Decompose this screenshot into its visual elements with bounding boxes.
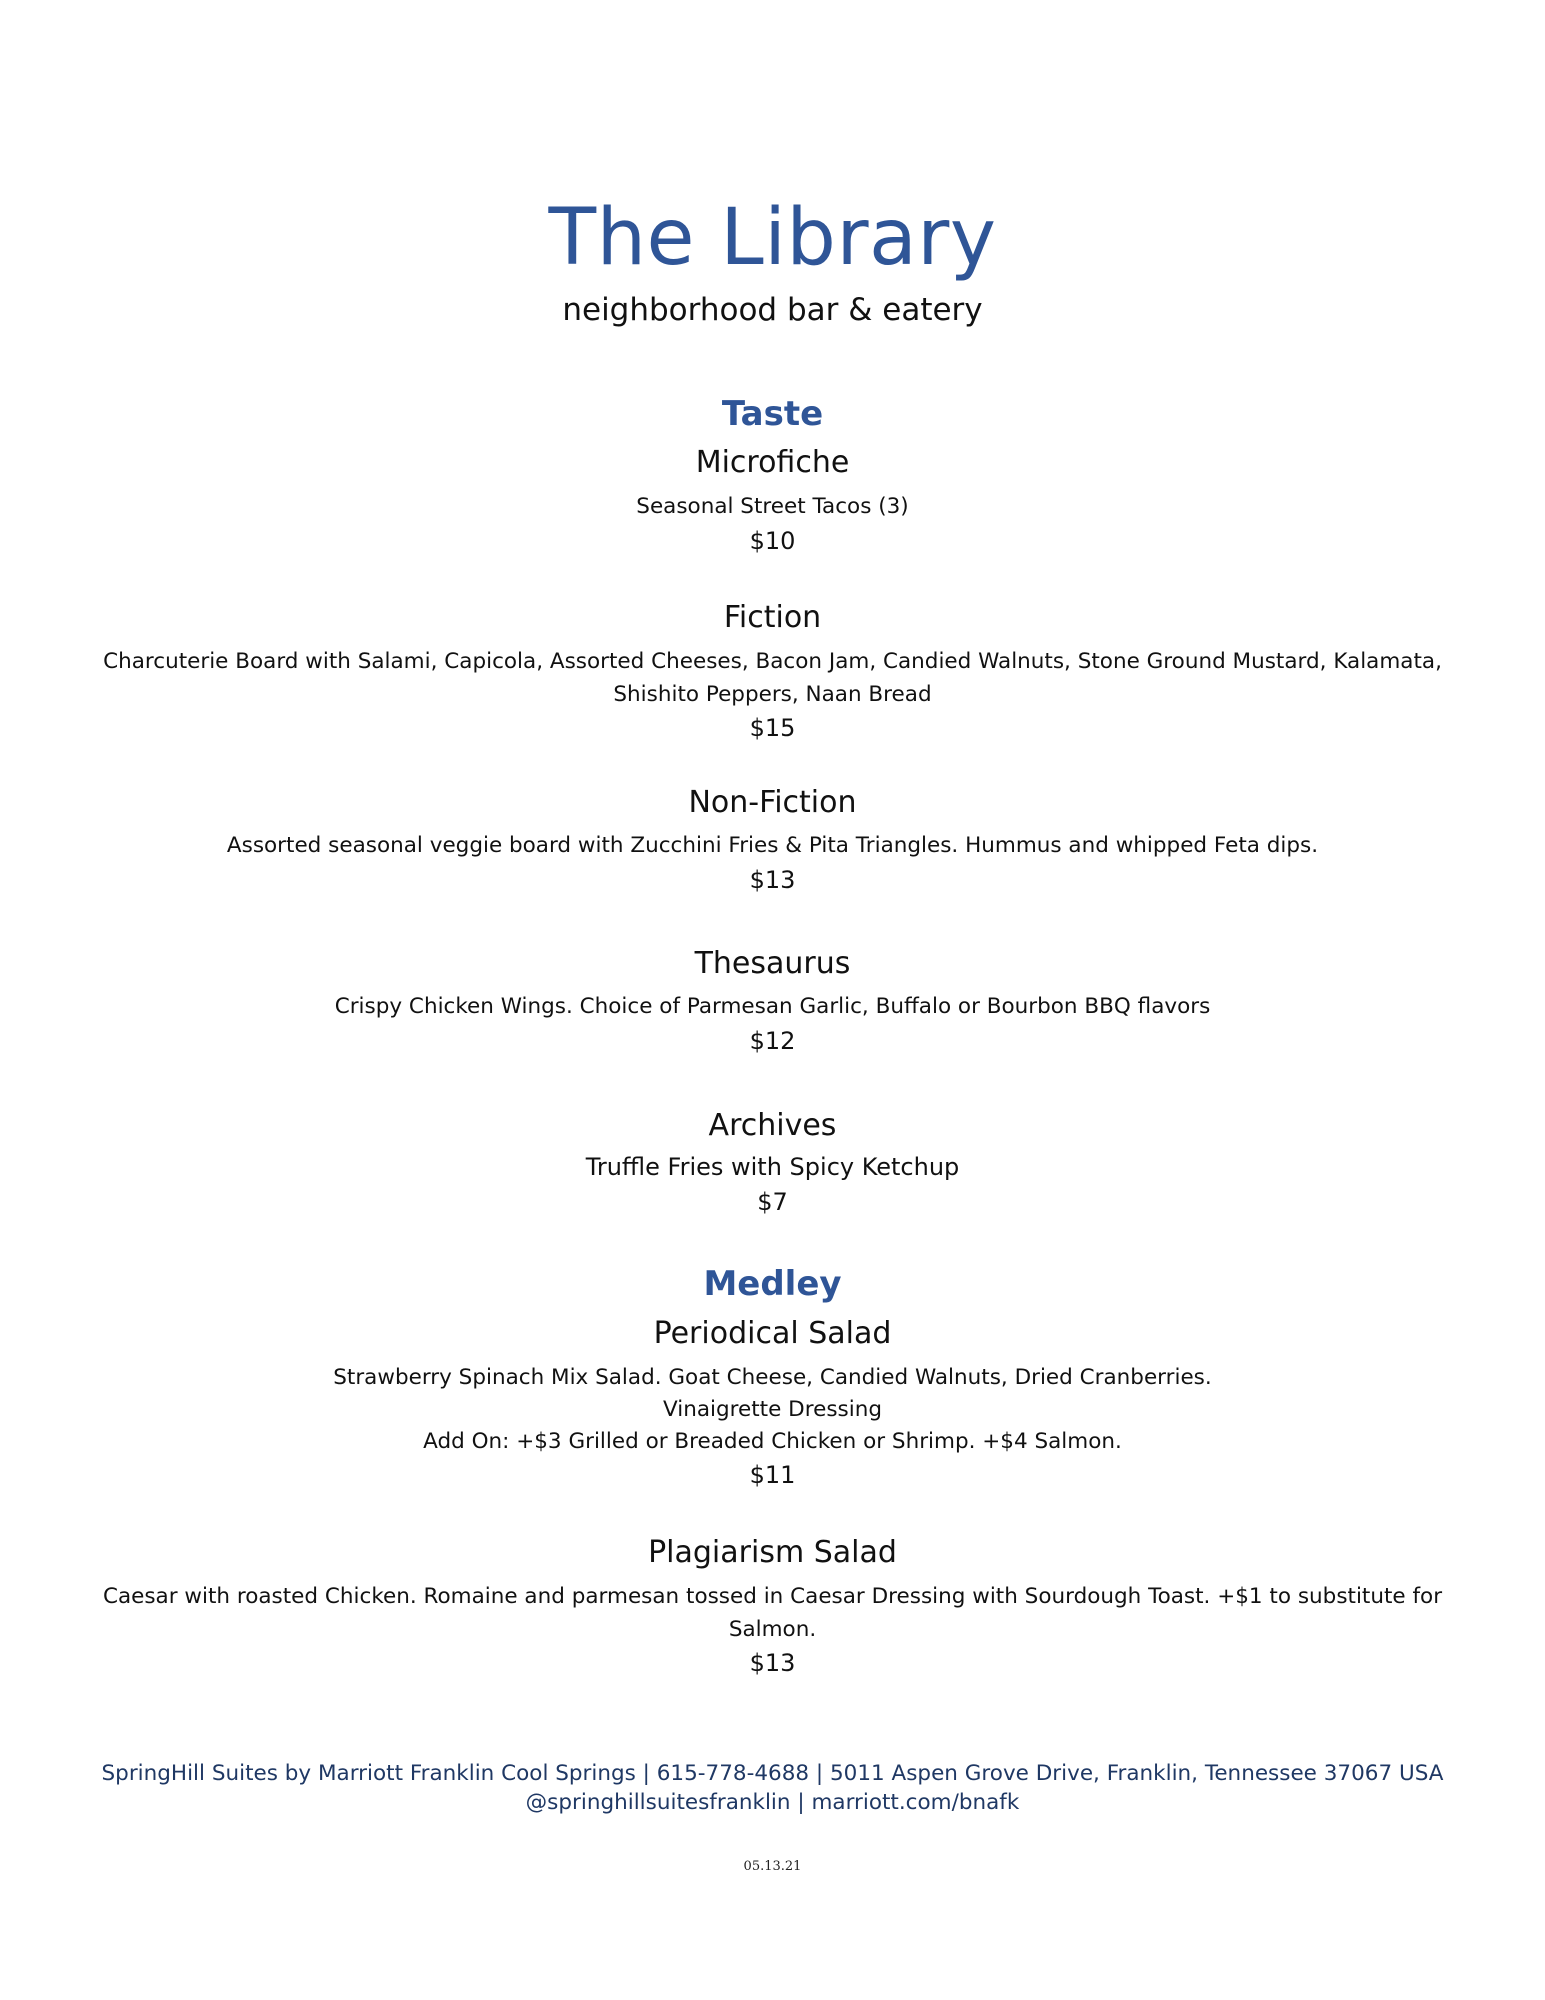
item-price-microfiche: $10 bbox=[749, 527, 796, 555]
menu-date: 05.13.21 bbox=[743, 1859, 802, 1874]
item-description-periodical-line1: Strawberry Spinach Mix Salad. Goat Cheese, Candied Walnuts, Dried Cranberries. bbox=[333, 1365, 1212, 1390]
item-name-non-fiction: Non-Fiction bbox=[688, 785, 857, 820]
section-heading-taste: Taste bbox=[721, 394, 824, 434]
item-price-periodical-salad: $11 bbox=[749, 1461, 796, 1489]
item-description-plagiarism-line2: Salmon. bbox=[728, 1617, 817, 1642]
item-name-periodical-salad: Periodical Salad bbox=[653, 1316, 892, 1351]
item-price-fiction: $15 bbox=[749, 714, 796, 742]
item-name-plagiarism-salad: Plagiarism Salad bbox=[648, 1535, 897, 1570]
item-description-fiction-line2: Shishito Peppers, Naan Bread bbox=[613, 682, 932, 707]
menu-subtitle: neighborhood bar & eatery bbox=[562, 292, 983, 328]
item-name-thesaurus: Thesaurus bbox=[694, 946, 851, 981]
item-name-archives: Archives bbox=[708, 1108, 837, 1143]
section-heading-medley: Medley bbox=[703, 1264, 842, 1304]
item-name-fiction: Fiction bbox=[723, 600, 822, 635]
item-price-non-fiction: $13 bbox=[749, 866, 796, 894]
item-description-non-fiction: Assorted seasonal veggie board with Zucchini Fries & Pita Triangles. Hummus and whipped Feta dips. bbox=[226, 833, 1319, 858]
item-price-thesaurus: $12 bbox=[749, 1027, 796, 1055]
footer-web-line: @springhillsuitesfranklin | marriott.com/bnafk bbox=[525, 1790, 1020, 1815]
item-description-microfiche: Seasonal Street Tacos (3) bbox=[636, 494, 909, 519]
item-description-archives: Truffle Fries with Spicy Ketchup bbox=[585, 1153, 960, 1181]
menu-title: The Library bbox=[548, 193, 997, 283]
item-description-thesaurus: Crispy Chicken Wings. Choice of Parmesan Garlic, Buffalo or Bourbon BBQ flavors bbox=[334, 994, 1211, 1019]
footer-contact-line: SpringHill Suites by Marriott Franklin Cool Springs | 615-778-4688 | 5011 Aspen Grove Drive, Franklin, Tennessee 37067 USA bbox=[101, 1761, 1444, 1786]
item-description-periodical-line2: Vinaigrette Dressing bbox=[663, 1397, 882, 1422]
item-price-plagiarism-salad: $13 bbox=[749, 1649, 796, 1677]
item-name-microfiche: Microfiche bbox=[695, 445, 850, 480]
item-price-archives: $7 bbox=[757, 1188, 788, 1216]
item-description-fiction-line1: Charcuterie Board with Salami, Capicola, Assorted Cheeses, Bacon Jam, Candied Walnuts, Stone Ground Mustard, Kalamata, bbox=[103, 649, 1442, 674]
item-description-plagiarism-line1: Caesar with roasted Chicken. Romaine and parmesan tossed in Caesar Dressing with Sourdough Toast. +$1 to substitute for bbox=[102, 1584, 1443, 1609]
item-description-periodical-line3: Add On: +$3 Grilled or Breaded Chicken or Shrimp. +$4 Salmon. bbox=[423, 1429, 1122, 1454]
